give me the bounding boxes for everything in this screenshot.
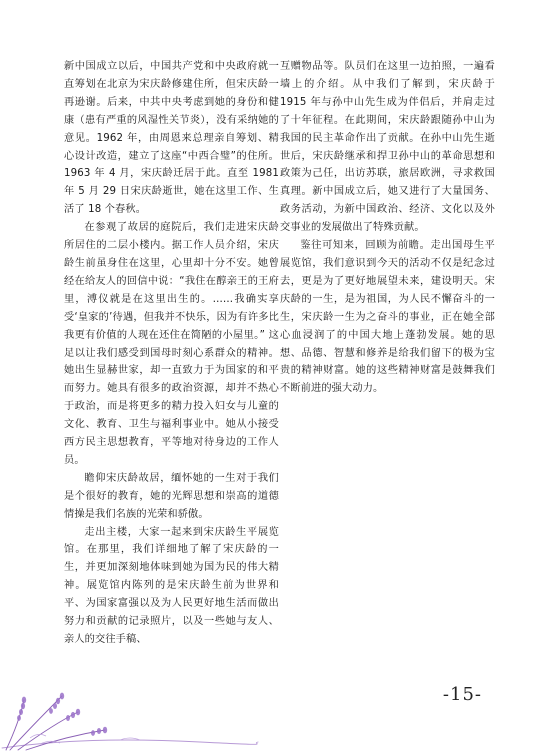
paragraph: 瞻仰宋庆龄故居，缅怀她的一生对于我们是个很好的教育，她的光辉思想和崇高的道德情操是我们名族的光荣和骄傲。 bbox=[64, 472, 279, 520]
left-text-column bbox=[64, 58, 279, 649]
page-number: -15- bbox=[442, 684, 482, 705]
paragraph: 互赠物品等。队员们在这里一边拍照，一遍看墙上的介绍。从中我们了解到，宋庆龄于 1915 年与孙中山先生成为伴侣后，并肩走过了十年征程。在此期间，宋庆龄跟随孙中山为我国的民主革命作出了贡献。在孙中山先生逝世后，宋庆龄继承和捍卫孙中山的革命思想和政策为己任，出访苏联，旅居欧洲，寻求救国真理。新中国成立后，她又进行了大量国务、政务活动，为新中国政治、经济、文化以及外交事业的发展做出了特殊贡献。 bbox=[280, 61, 495, 234]
paragraph: 鉴往可知来，回顾为前瞻。走出国母生平展览馆，我们意识到今天的活动不仅是纪念过去，更是为了更好地展望未来，建设明天。宋庆龄的一生，是为祖国，为人民不懈奋斗的一生，宋庆龄一生为之奋斗的事业，正在她全部心血浸润了的中国大地上蓬勃发展。她的思想、品德、智慧和修养是给我们留下的极为宝贵的精神财富。她的这些精神财富是鼓舞我们不断前进的强大动力。 bbox=[280, 240, 495, 395]
lavender-flower-icon bbox=[0, 678, 260, 754]
paragraph: 走出主楼，大家一起来到宋庆龄生平展览馆。在那里，我们详细地了解了宋庆龄的一生，并更加深刻地体味到她为国为民的伟大精神。展览馆内陈列的是宋庆龄生前为世界和平、为国家富强以及为人民更好地生活而做出努力和贡献的记录照片，以及一些她与友人、亲人的交往手稿、 bbox=[64, 526, 279, 645]
paragraph: 新中国成立以后，中国共产党和中央政府就一直筹划在北京为宋庆龄修建住所，但宋庆龄一再逊谢。后来，中共中央考虑到她的身份和健康（患有严重的风湿性关节炎），没有采纳她的意见。1962 年，由周恩来总理亲自筹划、精心设计改造，建立了这座“中西合璧”的住所。1963 年 4 月，宋庆龄迁居于此。直至 1981 年 5 月 29 日宋庆龄逝世，她在这里工作、生活了 18 个春秋。 bbox=[64, 61, 279, 216]
paragraph: 在参观了故居的庭院后，我们走进宋庆龄所居住的二层小楼内。据工作人员介绍，宋庆龄生前虽身住在这里，心里却十分不安。她曾经在给友人的回信中说：“我住在醇亲王的王府里，溥仪就是在这里出生的。……我确实享受‘皇家的’待遇，但我并不快乐，因为有许多比我更有价值的人现在还住在简陋的小屋里。” 这足以让我们感受到国母时刻心系群众的精神。她出生显赫世家，却一直致力于为国家的和平而努力。她具有很多的政治资源，却并不热心于政治，而是将更多的精力投入妇女与儿童的文化、教育、卫生与福利事业中。她从小接受西方民主思想教育，平等地对待身边的工作人员。 bbox=[64, 222, 279, 466]
right-text-column bbox=[280, 58, 495, 398]
